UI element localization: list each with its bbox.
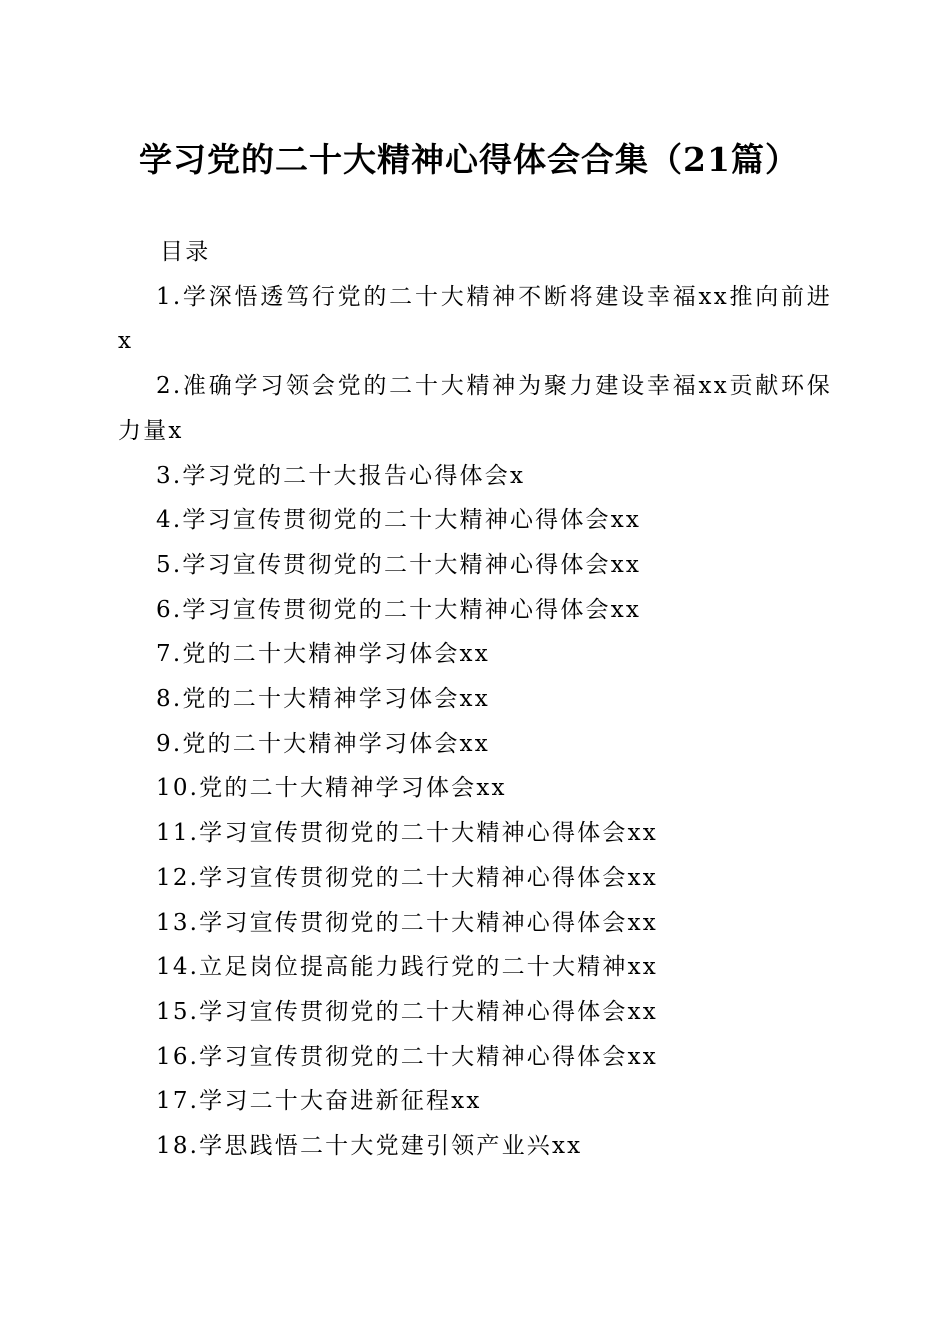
toc-item: 6.学习宣传贯彻党的二十大精神心得体会xx (156, 596, 642, 623)
document-title: 学习党的二十大精神心得体会合集（21篇） (139, 140, 799, 179)
toc-item: 10.党的二十大精神学习体会xx (156, 775, 507, 802)
toc-item: 4.学习宣传贯彻党的二十大精神心得体会xx (156, 507, 642, 534)
table-of-contents (118, 230, 832, 1169)
toc-heading: 目录 (160, 239, 211, 265)
toc-item: 5.学习宣传贯彻党的二十大精神心得体会xx (156, 551, 642, 578)
toc-item: 15.学习宣传贯彻党的二十大精神心得体会xx (156, 998, 658, 1025)
toc-list (118, 275, 832, 1169)
toc-item: 1.学深悟透笃行党的二十大精神不断将建设幸福xx推向前进x (118, 283, 832, 355)
toc-item: 16.学习宣传贯彻党的二十大精神心得体会xx (156, 1043, 658, 1070)
toc-item: 7.党的二十大精神学习体会xx (156, 641, 490, 668)
toc-item: 18.学思践悟二十大党建引领产业兴xx (156, 1133, 583, 1160)
toc-item: 9.党的二十大精神学习体会xx (156, 730, 490, 757)
toc-item: 14.立足岗位提高能力践行党的二十大精神xx (156, 954, 658, 981)
toc-item: 2.准确学习领会党的二十大精神为聚力建设幸福xx贡献环保力量x (118, 373, 832, 444)
toc-item: 11.学习宣传贯彻党的二十大精神心得体会xx (156, 820, 658, 847)
toc-item: 17.学习二十大奋进新征程xx (156, 1088, 482, 1115)
toc-item: 8.党的二十大精神学习体会xx (156, 686, 490, 713)
toc-item: 12.学习宣传贯彻党的二十大精神心得体会xx (156, 864, 658, 891)
toc-item: 13.学习宣传贯彻党的二十大精神心得体会xx (156, 909, 658, 936)
toc-item: 3.学习党的二十大报告心得体会x (156, 462, 526, 489)
